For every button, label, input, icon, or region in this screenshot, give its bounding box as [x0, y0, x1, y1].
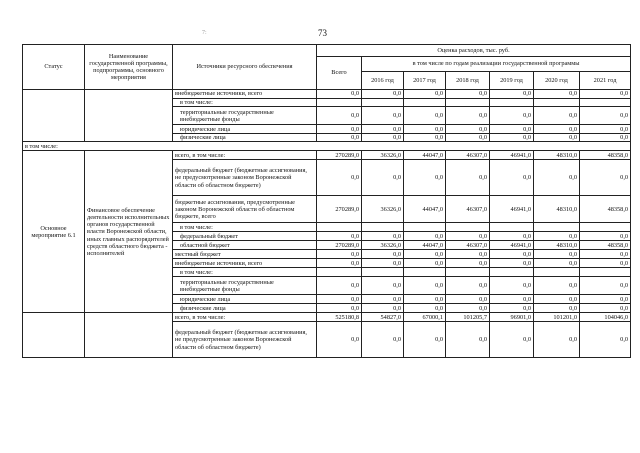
year-value-cell: 0,0: [534, 295, 580, 304]
year-value-cell: 0,0: [490, 259, 534, 268]
year-value-cell: 0,0: [534, 304, 580, 313]
year-value-cell: 0,0: [362, 134, 404, 142]
source-cell: физические лица: [173, 304, 317, 313]
year-value-cell: 0,0: [490, 250, 534, 259]
year-value-cell: 0,0: [534, 125, 580, 134]
year-value-cell: 0,0: [490, 107, 534, 125]
year-value-cell: 0,0: [362, 125, 404, 134]
year-value-cell: 0,0: [446, 250, 490, 259]
total-cell: 0,0: [317, 134, 362, 142]
name-cell: [85, 313, 173, 358]
year-value-cell: 0,0: [404, 250, 446, 259]
source-cell: в том числе:: [173, 223, 317, 232]
year-value-cell: 46307,0: [446, 241, 490, 250]
year-value-cell: 101205,7: [446, 313, 490, 322]
year-value-cell: 48310,0: [534, 196, 580, 223]
year-value-cell: 0,0: [404, 322, 446, 358]
year-value-cell: [404, 99, 446, 107]
source-cell: юридические лица: [173, 295, 317, 304]
source-cell: в том числе:: [173, 99, 317, 107]
year-value-cell: 0,0: [490, 295, 534, 304]
year-value-cell: 0,0: [580, 125, 631, 134]
year-value-cell: 0,0: [580, 277, 631, 295]
year-value-cell: 0,0: [446, 295, 490, 304]
year-value-cell: 0,0: [580, 134, 631, 142]
source-cell: федеральный бюджет (бюджетные ассигнования, не предусмотренные законом Воронежской области об областном бюджете): [173, 160, 317, 196]
table-row: [23, 313, 631, 322]
year-value-cell: 0,0: [404, 107, 446, 125]
year-value-cell: 0,0: [404, 160, 446, 196]
year-value-cell: [362, 99, 404, 107]
year-value-cell: 0,0: [404, 277, 446, 295]
header-by-years: в том числе по годам реализации государственной программы: [362, 57, 631, 72]
total-cell: 0,0: [317, 259, 362, 268]
total-cell: 0,0: [317, 160, 362, 196]
year-2017: 2017 год: [404, 72, 446, 90]
year-value-cell: 0,0: [490, 160, 534, 196]
year-value-cell: 0,0: [404, 232, 446, 241]
header-name: Наименование государственной программы, подпрограммы, основного мероприятия: [85, 45, 173, 90]
in-that-number-label: в том числе:: [23, 142, 631, 151]
year-value-cell: 0,0: [580, 232, 631, 241]
year-value-cell: 0,0: [404, 295, 446, 304]
year-value-cell: 0,0: [404, 90, 446, 99]
year-value-cell: [362, 268, 404, 277]
year-value-cell: 0,0: [490, 322, 534, 358]
total-cell: 0,0: [317, 125, 362, 134]
year-value-cell: [534, 268, 580, 277]
year-value-cell: 0,0: [580, 322, 631, 358]
year-value-cell: 0,0: [446, 107, 490, 125]
year-value-cell: 0,0: [404, 134, 446, 142]
year-value-cell: 0,0: [446, 322, 490, 358]
year-value-cell: 104046,0: [580, 313, 631, 322]
year-value-cell: 48310,0: [534, 151, 580, 160]
year-value-cell: 0,0: [490, 277, 534, 295]
year-value-cell: 0,0: [446, 304, 490, 313]
year-value-cell: 0,0: [580, 250, 631, 259]
page-number: 73: [318, 28, 327, 38]
source-cell: местный бюджет: [173, 250, 317, 259]
year-value-cell: 0,0: [362, 322, 404, 358]
top-mark: 7:: [202, 30, 207, 36]
total-cell: 270289,0: [317, 241, 362, 250]
total-cell: 270289,0: [317, 196, 362, 223]
year-value-cell: 36326,0: [362, 241, 404, 250]
year-value-cell: 0,0: [362, 277, 404, 295]
year-value-cell: 46941,0: [490, 241, 534, 250]
total-cell: 525180,8: [317, 313, 362, 322]
year-value-cell: 0,0: [362, 107, 404, 125]
year-value-cell: 0,0: [404, 125, 446, 134]
year-value-cell: 0,0: [446, 125, 490, 134]
year-value-cell: 0,0: [362, 295, 404, 304]
total-cell: 0,0: [317, 107, 362, 125]
year-value-cell: 0,0: [446, 232, 490, 241]
year-value-cell: 0,0: [446, 259, 490, 268]
year-value-cell: 0,0: [404, 304, 446, 313]
total-cell: 0,0: [317, 295, 362, 304]
total-cell: 0,0: [317, 322, 362, 358]
source-cell: территориальные государственные внебюджетные фонды: [173, 277, 317, 295]
year-value-cell: [580, 99, 631, 107]
year-value-cell: 0,0: [362, 304, 404, 313]
year-value-cell: 48310,0: [534, 241, 580, 250]
year-value-cell: 0,0: [446, 90, 490, 99]
year-value-cell: 0,0: [446, 134, 490, 142]
year-2021: 2021 год: [580, 72, 631, 90]
year-value-cell: [534, 99, 580, 107]
year-value-cell: [580, 268, 631, 277]
year-value-cell: [446, 223, 490, 232]
header-estimate: Оценка расходов, тыс. руб.: [317, 45, 631, 57]
source-cell: всего, в том числе:: [173, 151, 317, 160]
year-value-cell: 0,0: [490, 232, 534, 241]
year-value-cell: [446, 268, 490, 277]
year-value-cell: 0,0: [534, 160, 580, 196]
year-value-cell: 0,0: [490, 134, 534, 142]
year-2020: 2020 год: [534, 72, 580, 90]
budget-table: [22, 44, 631, 358]
year-value-cell: 54827,0: [362, 313, 404, 322]
table-row: [23, 90, 631, 99]
status-cell: Основное мероприятие 6.1: [23, 151, 85, 313]
total-cell: [317, 223, 362, 232]
subheader-row: [23, 142, 631, 151]
year-value-cell: 46941,0: [490, 151, 534, 160]
header-sources: Источники ресурсного обеспечения: [173, 45, 317, 90]
year-value-cell: 0,0: [446, 160, 490, 196]
year-2019: 2019 год: [490, 72, 534, 90]
total-cell: [317, 99, 362, 107]
year-value-cell: 0,0: [362, 259, 404, 268]
year-2016: 2016 год: [362, 72, 404, 90]
year-value-cell: [490, 223, 534, 232]
source-cell: в том числе:: [173, 268, 317, 277]
header-status: Статус: [23, 45, 85, 90]
year-value-cell: [534, 223, 580, 232]
year-value-cell: 0,0: [362, 90, 404, 99]
source-cell: федеральный бюджет (бюджетные ассигнования, не предусмотренные законом Воронежской области об областном бюджете): [173, 322, 317, 358]
year-value-cell: 0,0: [534, 107, 580, 125]
year-value-cell: 44047,0: [404, 196, 446, 223]
year-value-cell: 46307,0: [446, 151, 490, 160]
source-cell: бюджетные ассигнования, предусмотренные законом Воронежской области об областном бюджете, всего: [173, 196, 317, 223]
year-value-cell: 0,0: [580, 160, 631, 196]
source-cell: областной бюджет: [173, 241, 317, 250]
year-value-cell: 0,0: [580, 107, 631, 125]
year-value-cell: 0,0: [362, 160, 404, 196]
year-value-cell: 36326,0: [362, 151, 404, 160]
total-cell: 270289,0: [317, 151, 362, 160]
year-value-cell: 0,0: [534, 90, 580, 99]
year-value-cell: 0,0: [490, 304, 534, 313]
year-value-cell: 0,0: [534, 134, 580, 142]
year-value-cell: 67000,1: [404, 313, 446, 322]
total-cell: 0,0: [317, 232, 362, 241]
year-value-cell: 0,0: [362, 250, 404, 259]
source-cell: внебюджетные источники, всего: [173, 90, 317, 99]
year-2018: 2018 год: [446, 72, 490, 90]
year-value-cell: 44047,0: [404, 151, 446, 160]
year-value-cell: 0,0: [446, 277, 490, 295]
year-value-cell: 0,0: [490, 125, 534, 134]
total-cell: 0,0: [317, 250, 362, 259]
total-cell: [317, 268, 362, 277]
year-value-cell: 101201,0: [534, 313, 580, 322]
year-value-cell: 0,0: [580, 304, 631, 313]
source-cell: федеральный бюджет: [173, 232, 317, 241]
year-value-cell: 46941,0: [490, 196, 534, 223]
year-value-cell: [404, 268, 446, 277]
year-value-cell: [490, 268, 534, 277]
table-row: [23, 151, 631, 160]
year-value-cell: 0,0: [534, 277, 580, 295]
year-value-cell: [446, 99, 490, 107]
year-value-cell: 36326,0: [362, 196, 404, 223]
year-value-cell: 0,0: [534, 259, 580, 268]
year-value-cell: 0,0: [534, 232, 580, 241]
total-cell: 0,0: [317, 277, 362, 295]
year-value-cell: 0,0: [534, 250, 580, 259]
source-cell: физические лица: [173, 134, 317, 142]
year-value-cell: 0,0: [580, 295, 631, 304]
year-value-cell: 48358,0: [580, 241, 631, 250]
status-cell: [23, 313, 85, 358]
year-value-cell: [580, 223, 631, 232]
year-value-cell: [404, 223, 446, 232]
name-cell: Финансовое обеспечение деятельности исполнительных органов государственной власти Воронежской области, иных главных распорядителей средств областного бюджета - исполнителей: [85, 151, 173, 313]
year-value-cell: 48358,0: [580, 151, 631, 160]
year-value-cell: 0,0: [580, 259, 631, 268]
source-cell: юридические лица: [173, 125, 317, 134]
year-value-cell: 0,0: [490, 90, 534, 99]
total-cell: 0,0: [317, 90, 362, 99]
year-value-cell: 0,0: [362, 232, 404, 241]
source-cell: внебюджетные источники, всего: [173, 259, 317, 268]
year-value-cell: 46307,0: [446, 196, 490, 223]
year-value-cell: 0,0: [580, 90, 631, 99]
source-cell: территориальные государственные внебюджетные фонды: [173, 107, 317, 125]
year-value-cell: 0,0: [404, 259, 446, 268]
header-total: Всего: [317, 57, 362, 90]
total-cell: 0,0: [317, 304, 362, 313]
status-cell: [23, 90, 85, 142]
year-value-cell: [490, 99, 534, 107]
year-value-cell: 44047,0: [404, 241, 446, 250]
year-value-cell: 48358,0: [580, 196, 631, 223]
year-value-cell: 0,0: [534, 322, 580, 358]
year-value-cell: [362, 223, 404, 232]
source-cell: всего, в том числе:: [173, 313, 317, 322]
year-value-cell: 96901,0: [490, 313, 534, 322]
name-cell: [85, 90, 173, 142]
